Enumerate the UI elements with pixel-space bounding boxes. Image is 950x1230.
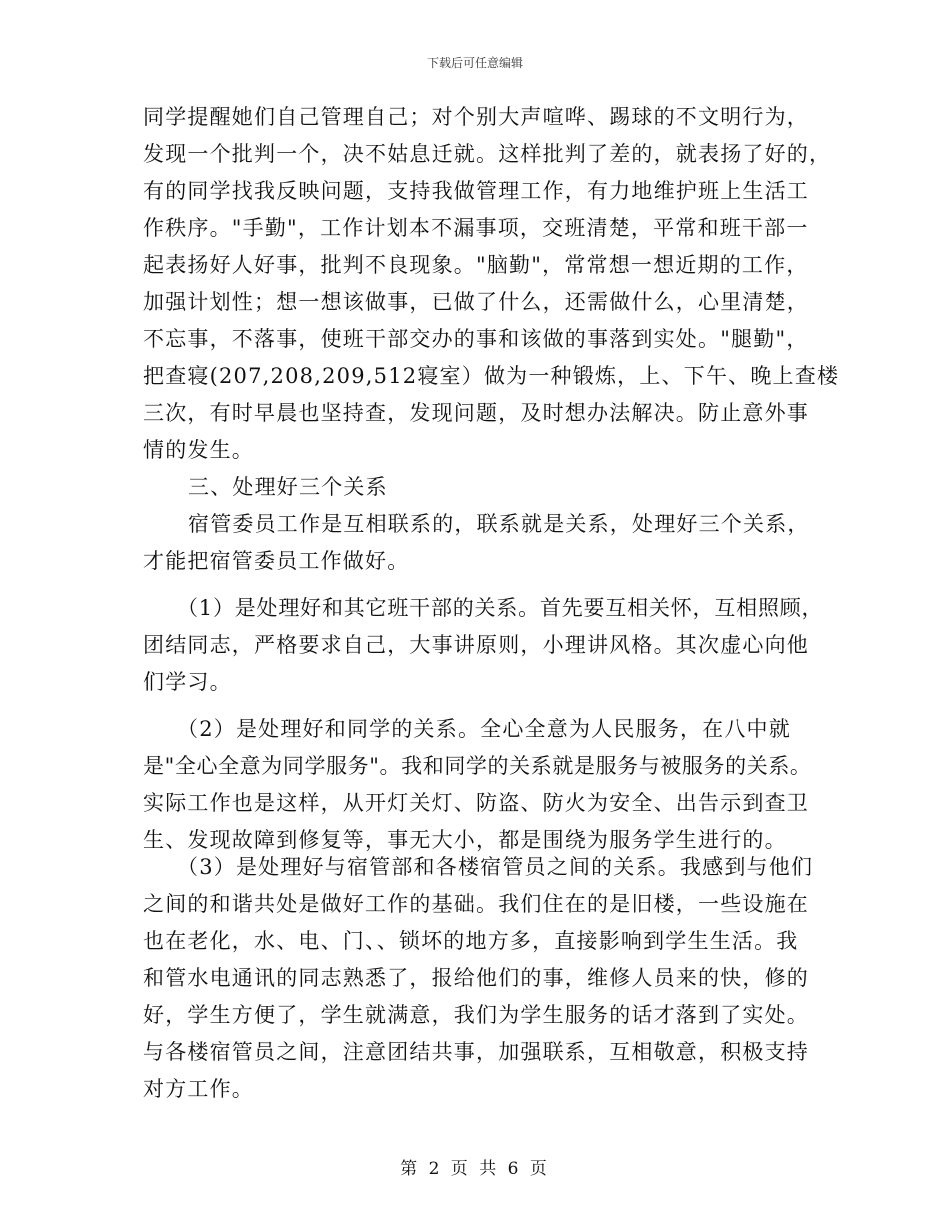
- text-line: 和管水电通讯的同志熟悉了，报给他们的事，维修人员来的快，修的: [143, 966, 809, 990]
- text-line: 作秩序。"手勤"，工作计划本不漏事项，交班清楚，平常和班干部一: [143, 216, 809, 240]
- text-line: （3）是处理好与宿管部和各楼宿管员之间的关系。我感到与他们: [177, 855, 814, 879]
- text-line: 情的发生。: [143, 438, 254, 462]
- text-line: 实际工作也是这样，从开灯关灯、防盗、防火为安全、出告示到查卫: [143, 791, 809, 815]
- text-line: 有的同学找我反映问题，支持我做管理工作，有力地维护班上生活工: [143, 179, 809, 203]
- text-line: 三次，有时早晨也坚持查，发现问题，及时想办法解决。防止意外事: [143, 401, 809, 425]
- section-heading: 三、处理好三个关系: [188, 475, 388, 499]
- text-line: 团结同志，严格要求自己，大事讲原则，小理讲风格。其次虚心向他: [143, 633, 809, 657]
- text-line: 同学提醒她们自己管理自己；对个别大声喧哗、踢球的不文明行为，: [143, 105, 809, 129]
- text-line: 才能把宿管委员工作做好。: [143, 549, 410, 573]
- text-line: 生、发现故障到修复等，事无大小，都是围绕为服务学生进行的。: [143, 828, 787, 852]
- text-line: 宿管委员工作是互相联系的，联系就是关系，处理好三个关系，: [188, 512, 810, 536]
- text-line: （2）是处理好和同学的关系。全心全意为人民服务，在八中就: [177, 717, 791, 741]
- text-line: 把查寝(207,208,209,512寝室）做为一种锻炼，上、下午、晚上查楼: [143, 364, 840, 388]
- text-line: 之间的和谐共处是做好工作的基础。我们住在的是旧楼，一些设施在: [143, 892, 809, 916]
- text-line: 好，学生方便了，学生就满意，我们为学生服务的话才落到了实处。: [143, 1003, 809, 1027]
- text-line: 不忘事，不落事，使班干部交办的事和该做的事落到实处。"腿勤"，: [143, 327, 809, 351]
- text-line: 加强计划性；想一想该做事，已做了什么，还需做什么，心里清楚，: [143, 290, 809, 314]
- text-line: 起表扬好人好事，批判不良现象。"脑勤"，常常想一想近期的工作，: [143, 253, 809, 277]
- text-line: 们学习。: [143, 670, 232, 694]
- page-number-footer: 第 2 页 共 6 页: [400, 1159, 550, 1179]
- text-line: 与各楼宿管员之间，注意团结共事，加强联系，互相敬意，积极支持: [143, 1040, 809, 1064]
- text-line: 是"全心全意为同学服务"。我和同学的关系就是服务与被服务的关系。: [143, 754, 812, 778]
- text-line: 也在老化，水、电、门、、锁坏的地方多，直接影响到学生生活。我: [143, 929, 799, 953]
- text-line: 对方工作。: [143, 1077, 254, 1101]
- text-line: （1）是处理好和其它班干部的关系。首先要互相关怀，互相照顾，: [177, 596, 824, 620]
- text-line: 发现一个批判一个，决不姑息迁就。这样批判了差的，就表扬了好的，: [143, 142, 832, 166]
- page-header: 下载后可任意编辑: [426, 56, 523, 70]
